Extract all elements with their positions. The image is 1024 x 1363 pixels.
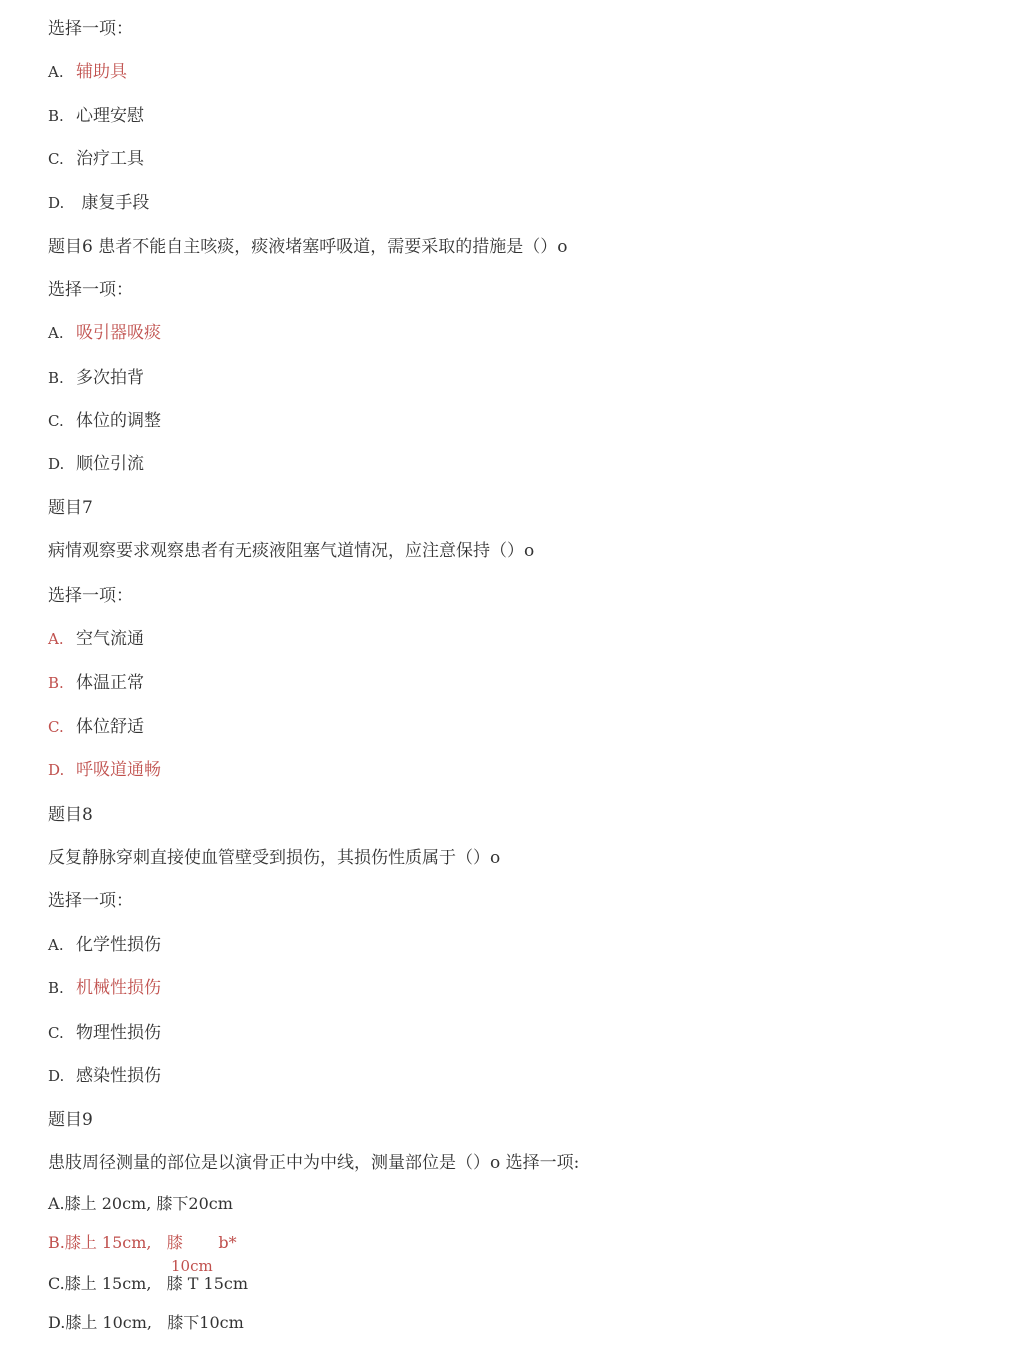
option-b[interactable]: B.膝上 15cm, 膝 b*: [48, 1233, 237, 1252]
option-c[interactable]: C.膝上 15cm, 膝 T 15cm: [48, 1274, 249, 1293]
option-letter: C.: [48, 412, 64, 430]
option-letter: D.: [48, 455, 65, 473]
option-text: 空气流通: [76, 629, 144, 649]
option-a[interactable]: A.膝上 20cm, 膝下20cm: [48, 1194, 233, 1213]
option-b[interactable]: [48, 977, 161, 999]
option-c[interactable]: [48, 148, 144, 170]
option-text: 治疗工具: [76, 149, 144, 169]
option-letter: A.: [48, 63, 64, 81]
option-letter: D.: [48, 194, 65, 212]
question-title: 题目9: [48, 1110, 93, 1130]
option-text: 顺位引流: [76, 454, 144, 474]
option-a[interactable]: [48, 934, 161, 956]
option-text: 呼吸道通畅: [76, 760, 161, 780]
option-text: 感染性损伤: [76, 1066, 161, 1086]
question-title: 题目6 患者不能自主咳痰，痰液堵塞呼吸道，需要采取的措施是（）o: [48, 237, 568, 257]
option-text: 心理安慰: [76, 106, 144, 126]
option-letter: A.: [48, 936, 64, 954]
option-text: 物理性损伤: [76, 1023, 161, 1043]
option-letter: D.: [48, 761, 65, 779]
option-text: 体位舒适: [76, 717, 144, 737]
option-b-subtext: 10cm: [171, 1257, 213, 1275]
question-prompt: 选择一项：: [48, 280, 133, 300]
question-title: 题目8: [48, 805, 93, 825]
question-title: 题目7: [48, 498, 93, 518]
option-letter: A.: [48, 630, 64, 648]
question-stem: 反复静脉穿刺直接使血管壁受到损伤，其损伤性质属于（）o: [48, 848, 501, 868]
question-prompt: 选择一项：: [48, 891, 133, 911]
option-c[interactable]: [48, 410, 161, 432]
option-letter: B.: [48, 979, 64, 997]
option-text: 辅助具: [76, 62, 127, 82]
option-letter: C.: [48, 1024, 64, 1042]
option-d[interactable]: D.膝上 10cm, 膝下10cm: [48, 1313, 244, 1332]
option-text: 体温正常: [76, 673, 144, 693]
option-c[interactable]: [48, 1022, 161, 1044]
option-d[interactable]: [48, 1065, 161, 1087]
option-b[interactable]: [48, 672, 144, 694]
option-letter: B.: [48, 674, 64, 692]
option-a[interactable]: [48, 61, 127, 83]
option-letter: D.: [48, 1067, 65, 1085]
option-b[interactable]: [48, 367, 144, 389]
option-letter: C.: [48, 718, 64, 736]
option-a[interactable]: [48, 322, 161, 344]
option-d[interactable]: [48, 453, 144, 475]
option-d[interactable]: [48, 759, 161, 781]
option-text: 多次拍背: [76, 368, 144, 388]
option-letter: C.: [48, 150, 64, 168]
option-text: 体位的调整: [76, 411, 161, 431]
option-letter: B.: [48, 107, 64, 125]
question-stem: 患肢周径测量的部位是以演骨正中为中线，测量部位是（）o 选择一项:: [48, 1153, 580, 1173]
question-stem: 病情观察要求观察患者有无痰液阻塞气道情况，应注意保持（）o: [48, 541, 535, 561]
option-letter: A.: [48, 324, 64, 342]
question-prompt: 选择一项：: [48, 19, 133, 39]
option-text: 化学性损伤: [76, 935, 161, 955]
option-text: 康复手段: [76, 193, 150, 213]
option-d[interactable]: [48, 192, 149, 214]
option-c[interactable]: [48, 716, 144, 738]
question-prompt: 选择一项：: [48, 586, 133, 606]
option-a[interactable]: [48, 628, 144, 650]
option-letter: B.: [48, 369, 64, 387]
option-b[interactable]: [48, 105, 144, 127]
option-text: 机械性损伤: [76, 978, 161, 998]
option-text: 吸引器吸痰: [76, 323, 161, 343]
